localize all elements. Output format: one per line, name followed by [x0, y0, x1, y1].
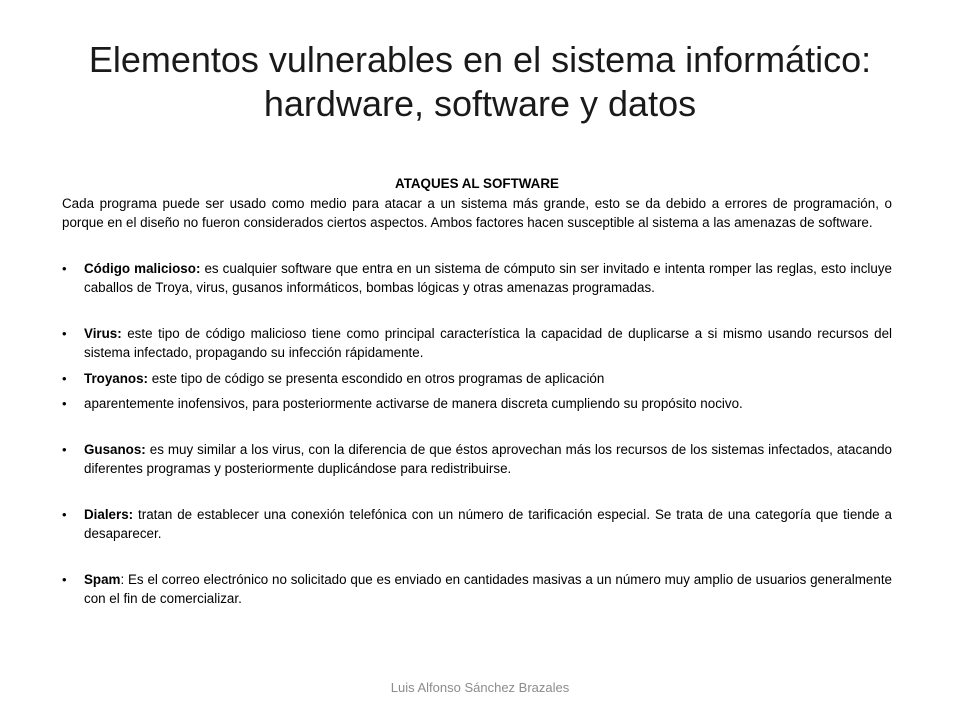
bullet-text: este tipo de código malicioso tiene como principal característica la capacidad de duplicarse a si mismo usando recursos del sistema infectado, propagando su infección rápidamente.	[84, 325, 892, 360]
slide-title: Elementos vulnerables en el sistema informático: hardware, software y datos	[88, 39, 872, 124]
bullet-icon: •	[62, 325, 67, 341]
bullet-item-dialers	[62, 505, 892, 544]
bullet-text: : Es el correo electrónico no solicitado que es enviado en cantidades masivas a un número muy amplio de usuarios generalmente con el fin de comercializar.	[84, 571, 892, 606]
bullet-term: Troyanos:	[84, 370, 148, 386]
bullet-item-codigo-malicioso	[62, 259, 892, 298]
bullet-term: Dialers:	[84, 506, 134, 522]
bullet-text: tratan de establecer una conexión telefónica con un número de tarificación especial. Se trata de una categoría que tiende a desaparecer.	[84, 506, 892, 541]
section-heading: ATAQUES AL SOFTWARE	[395, 176, 559, 191]
bullet-text: es muy similar a los virus, con la diferencia de que éstos aprovechan más los recursos de los sistemas infectados, atacando diferentes programas y posteriormente duplicándose para redistribuirse.	[84, 441, 892, 476]
bullet-text: este tipo de código se presenta escondido en otros programas de aplicación	[148, 370, 605, 386]
footer-author: Luis Alfonso Sánchez Brazales	[390, 680, 570, 695]
bullet-list	[62, 259, 892, 609]
bullet-item-spam	[62, 570, 892, 609]
bullet-text: es cualquier software que entra en un sistema de cómputo sin ser invitado e intenta romper las reglas, esto incluye caballos de Troya, virus, gusanos informáticos, bombas lógicas y otras amenazas programadas.	[84, 260, 893, 295]
bullet-term: Gusanos:	[84, 441, 146, 457]
bullet-term: Virus:	[84, 325, 122, 341]
bullet-item-troyanos-continued	[62, 394, 892, 414]
bullet-item-virus	[62, 324, 892, 363]
bullet-icon: •	[62, 441, 67, 457]
bullet-item-troyanos	[62, 369, 892, 389]
bullet-item-gusanos	[62, 440, 892, 479]
intro-paragraph: Cada programa puede ser usado como medio para atacar a un sistema más grande, esto se da debido a errores de programación, o porque en el diseño no fueron considerados ciertos aspectos. Ambos factores hacen susceptible al sistema a las amenazas de software.	[62, 195, 892, 230]
bullet-term: Spam	[84, 571, 121, 587]
bullet-icon: •	[62, 396, 67, 411]
bullet-icon: •	[62, 506, 67, 522]
bullet-icon: •	[62, 571, 67, 587]
bullet-text: aparentemente inofensivos, para posteriormente activarse de manera discreta cumpliendo su propósito nocivo.	[84, 396, 743, 411]
bullet-icon: •	[62, 370, 67, 386]
bullet-icon: •	[62, 260, 67, 276]
slide-content	[62, 174, 892, 609]
bullet-term: Código malicioso:	[84, 260, 201, 276]
